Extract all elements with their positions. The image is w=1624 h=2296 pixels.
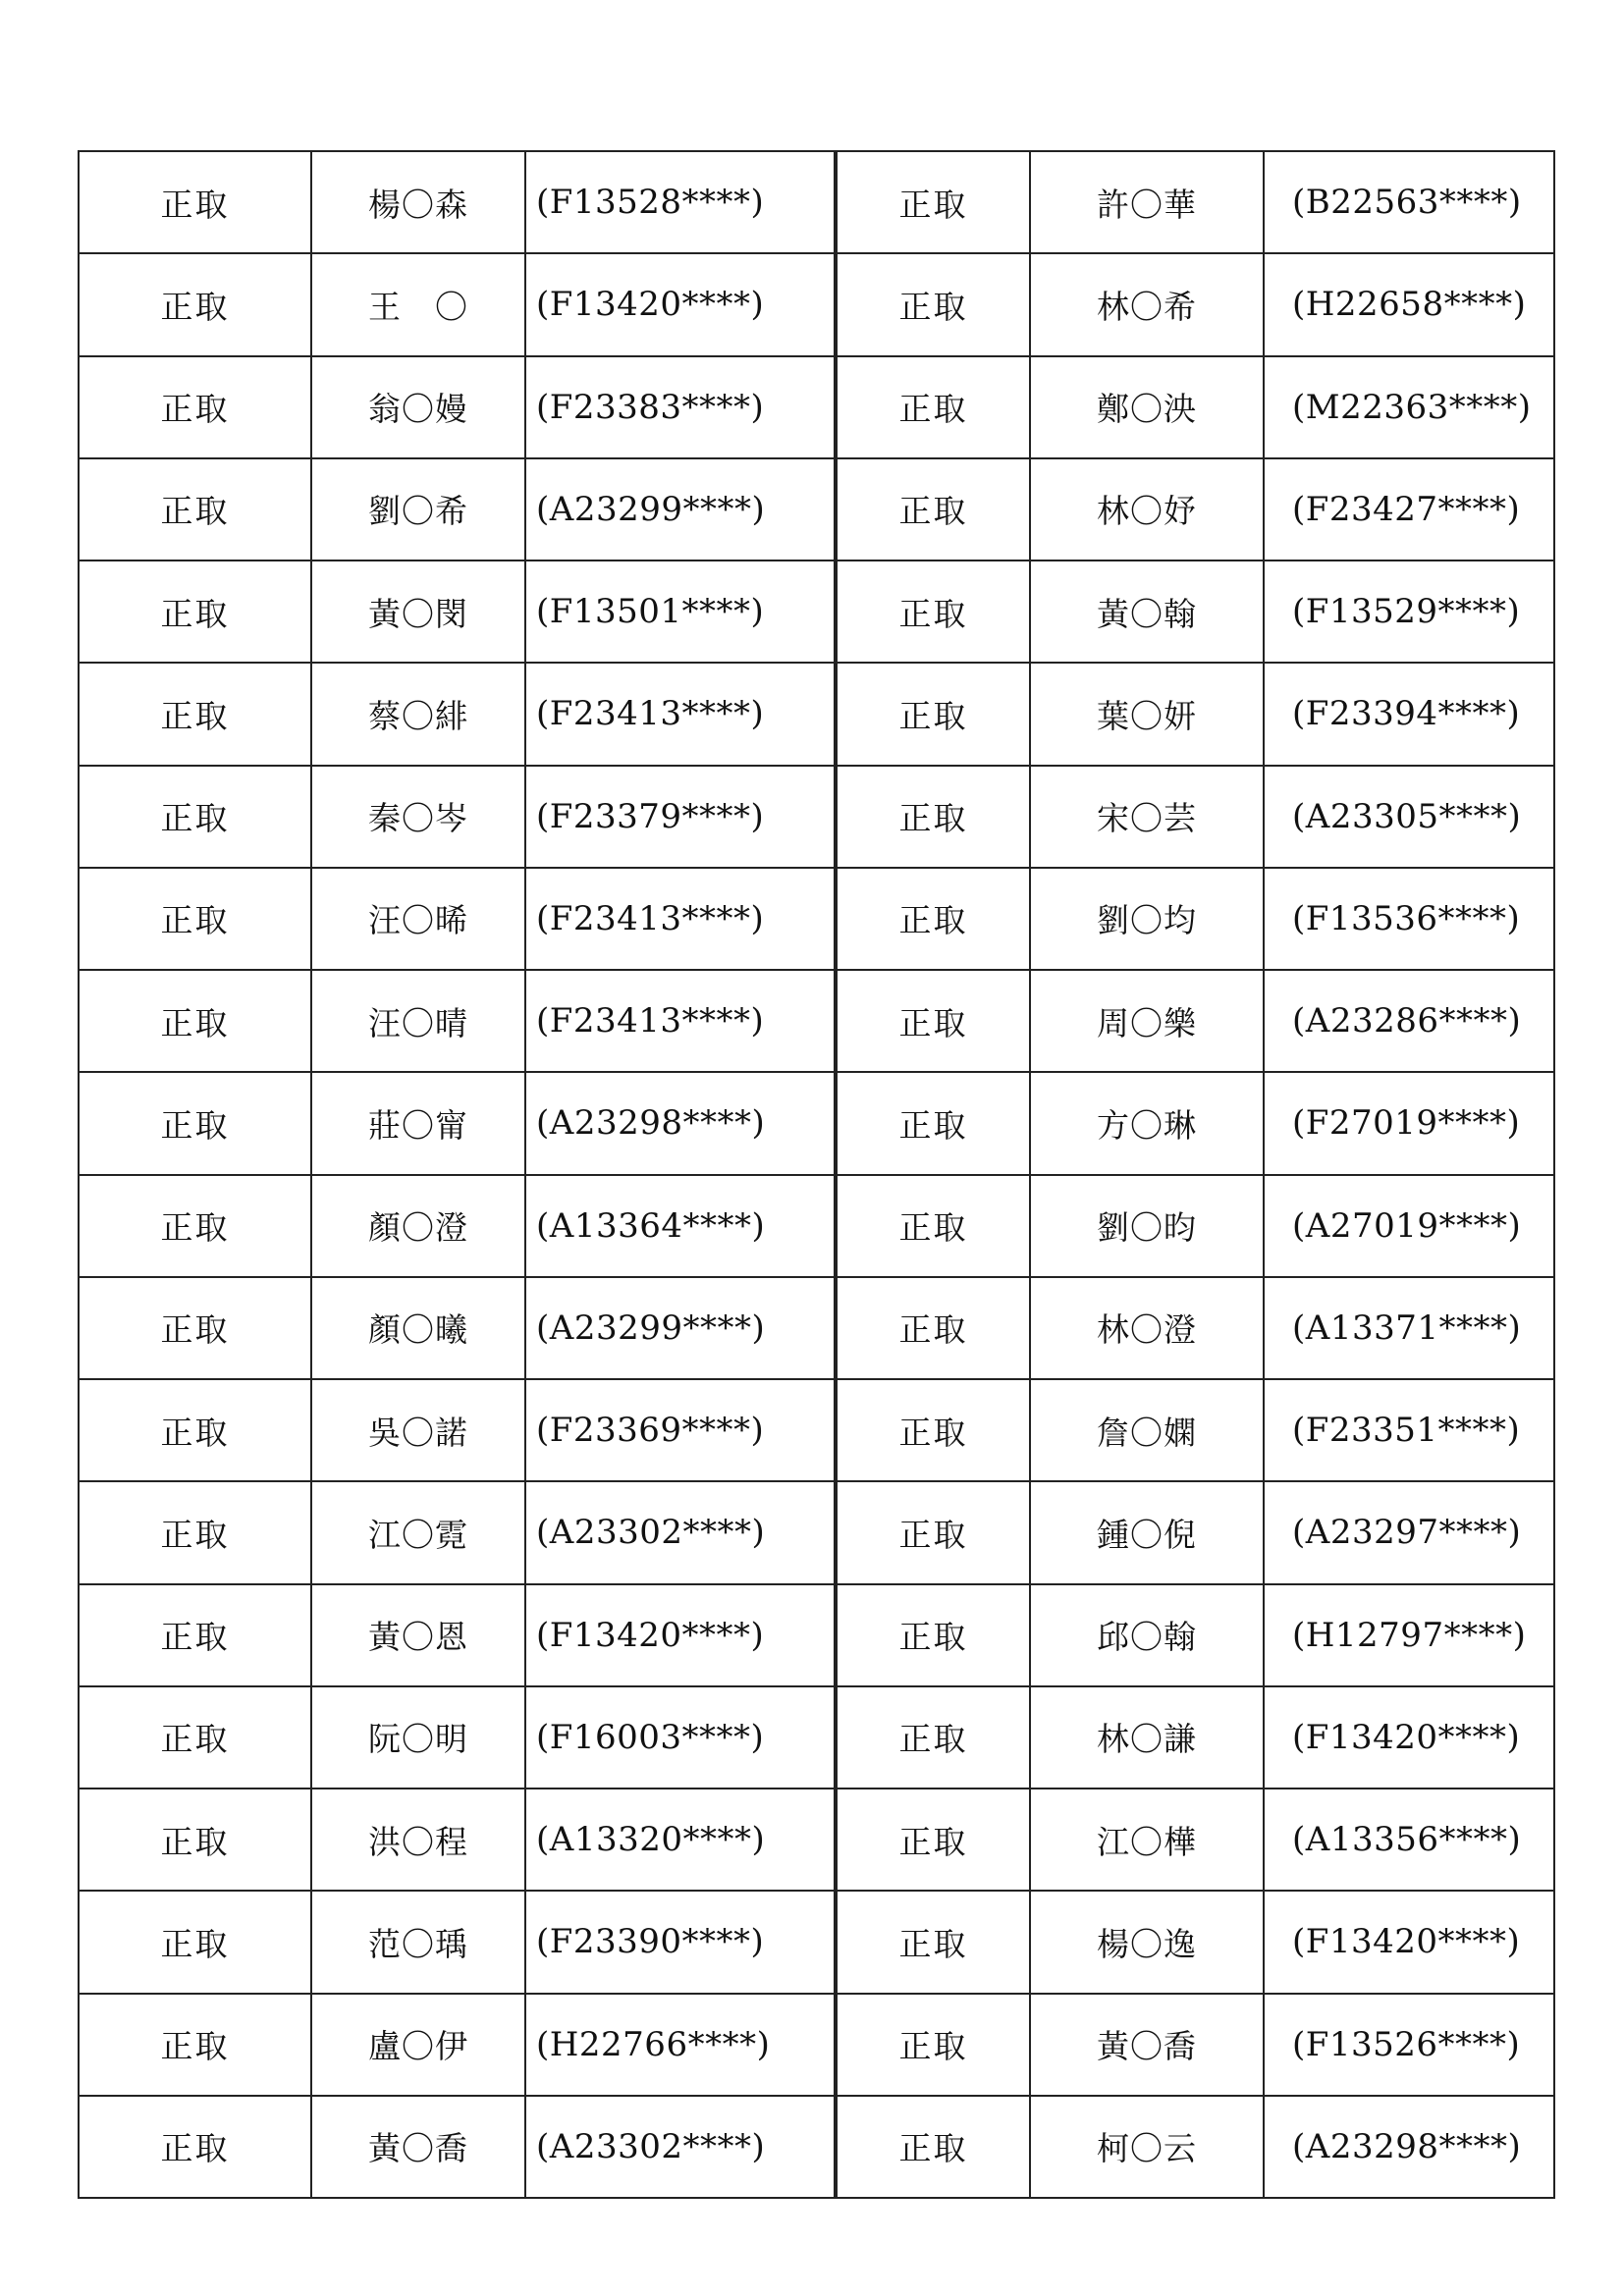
- admission-status-cell: 正取: [79, 356, 311, 458]
- applicant-name-cell: 翁〇嫚: [311, 356, 525, 458]
- table-row: [79, 1686, 835, 1789]
- applicant-name-cell: 劉〇希: [311, 458, 525, 561]
- applicant-name-cell: 洪〇程: [311, 1789, 525, 1891]
- applicant-name-cell: 黃〇恩: [311, 1584, 525, 1686]
- admission-status-cell: 正取: [837, 1789, 1030, 1891]
- admission-status-cell: 正取: [79, 151, 311, 253]
- table-row: [79, 1994, 835, 2096]
- applicant-name-cell: 林〇希: [1030, 253, 1264, 355]
- admission-status-cell: 正取: [837, 151, 1030, 253]
- table-row: [837, 1379, 1554, 1481]
- applicant-id-cell: (F13501****): [525, 561, 835, 663]
- applicant-name-cell: 黃〇喬: [311, 2096, 525, 2198]
- admission-status-cell: 正取: [837, 1072, 1030, 1174]
- table-row: [837, 1584, 1554, 1686]
- admission-status-cell: 正取: [79, 1584, 311, 1686]
- applicant-name-cell: 詹〇嫻: [1030, 1379, 1264, 1481]
- applicant-name-cell: 江〇霓: [311, 1481, 525, 1583]
- admission-status-cell: 正取: [837, 1686, 1030, 1789]
- applicant-id-cell: (A23302****): [525, 2096, 835, 2198]
- applicant-name-cell: 劉〇均: [1030, 868, 1264, 970]
- admission-status-cell: 正取: [79, 1277, 311, 1379]
- admission-status-cell: 正取: [79, 970, 311, 1072]
- table-row: [837, 766, 1554, 868]
- table-row: [837, 1891, 1554, 1993]
- table-row: [79, 1175, 835, 1277]
- roster-table-left: [78, 150, 836, 2199]
- applicant-id-cell: (F16003****): [525, 1686, 835, 1789]
- applicant-name-cell: 莊〇甯: [311, 1072, 525, 1174]
- applicant-name-cell: 黃〇閔: [311, 561, 525, 663]
- applicant-id-cell: (F23427****): [1264, 458, 1554, 561]
- admission-status-cell: 正取: [837, 1584, 1030, 1686]
- applicant-name-cell: 許〇華: [1030, 151, 1264, 253]
- applicant-id-cell: (F13420****): [525, 253, 835, 355]
- table-row: [79, 1481, 835, 1583]
- admission-status-cell: 正取: [79, 766, 311, 868]
- admission-status-cell: 正取: [837, 868, 1030, 970]
- table-row: [79, 458, 835, 561]
- applicant-id-cell: (H22766****): [525, 1994, 835, 2096]
- admission-status-cell: 正取: [79, 2096, 311, 2198]
- admission-status-cell: 正取: [837, 356, 1030, 458]
- applicant-name-cell: 顏〇澄: [311, 1175, 525, 1277]
- table-row: [79, 970, 835, 1072]
- applicant-name-cell: 阮〇明: [311, 1686, 525, 1789]
- applicant-id-cell: (F23351****): [1264, 1379, 1554, 1481]
- admission-status-cell: 正取: [837, 253, 1030, 355]
- applicant-name-cell: 汪〇晴: [311, 970, 525, 1072]
- applicant-name-cell: 鄭〇泱: [1030, 356, 1264, 458]
- applicant-id-cell: (F23383****): [525, 356, 835, 458]
- applicant-id-cell: (F13420****): [1264, 1891, 1554, 1993]
- table-row: [79, 663, 835, 765]
- admission-status-cell: 正取: [837, 970, 1030, 1072]
- admission-status-cell: 正取: [79, 1891, 311, 1993]
- applicant-name-cell: 黃〇喬: [1030, 1994, 1264, 2096]
- applicant-id-cell: (F23379****): [525, 766, 835, 868]
- table-row: [79, 356, 835, 458]
- applicant-name-cell: 宋〇芸: [1030, 766, 1264, 868]
- table-row: [79, 2096, 835, 2198]
- applicant-id-cell: (A13320****): [525, 1789, 835, 1891]
- applicant-id-cell: (F23394****): [1264, 663, 1554, 765]
- applicant-id-cell: (F23413****): [525, 868, 835, 970]
- applicant-name-cell: 劉〇昀: [1030, 1175, 1264, 1277]
- applicant-name-cell: 秦〇岑: [311, 766, 525, 868]
- applicant-name-cell: 方〇琳: [1030, 1072, 1264, 1174]
- table-row: [837, 561, 1554, 663]
- admission-status-cell: 正取: [837, 1994, 1030, 2096]
- applicant-name-cell: 柯〇云: [1030, 2096, 1264, 2198]
- admission-status-cell: 正取: [837, 458, 1030, 561]
- table-row: [837, 1277, 1554, 1379]
- applicant-id-cell: (A23297****): [1264, 1481, 1554, 1583]
- roster-table-right: [836, 150, 1555, 2199]
- applicant-name-cell: 邱〇翰: [1030, 1584, 1264, 1686]
- applicant-name-cell: 吳〇諾: [311, 1379, 525, 1481]
- admission-status-cell: 正取: [79, 1379, 311, 1481]
- table-row: [837, 356, 1554, 458]
- roster-left-body: [79, 151, 835, 2198]
- table-row: [837, 458, 1554, 561]
- applicant-id-cell: (F13528****): [525, 151, 835, 253]
- table-row: [79, 1891, 835, 1993]
- applicant-name-cell: 林〇妤: [1030, 458, 1264, 561]
- table-row: [79, 561, 835, 663]
- table-row: [79, 151, 835, 253]
- applicant-id-cell: (F23413****): [525, 970, 835, 1072]
- table-row: [837, 1994, 1554, 2096]
- admission-roster-sheet: [78, 150, 1553, 2199]
- admission-status-cell: 正取: [79, 1072, 311, 1174]
- table-row: [837, 253, 1554, 355]
- table-row: [837, 151, 1554, 253]
- admission-status-cell: 正取: [79, 868, 311, 970]
- admission-status-cell: 正取: [837, 1379, 1030, 1481]
- applicant-id-cell: (F13526****): [1264, 1994, 1554, 2096]
- applicant-name-cell: 楊〇逸: [1030, 1891, 1264, 1993]
- applicant-name-cell: 周〇樂: [1030, 970, 1264, 1072]
- applicant-name-cell: 王 〇: [311, 253, 525, 355]
- applicant-id-cell: (F13420****): [1264, 1686, 1554, 1789]
- applicant-id-cell: (F23390****): [525, 1891, 835, 1993]
- applicant-name-cell: 顏〇曦: [311, 1277, 525, 1379]
- admission-status-cell: 正取: [837, 1175, 1030, 1277]
- applicant-id-cell: (F23369****): [525, 1379, 835, 1481]
- table-row: [837, 970, 1554, 1072]
- applicant-id-cell: (A23298****): [1264, 2096, 1554, 2198]
- admission-status-cell: 正取: [837, 1891, 1030, 1993]
- applicant-id-cell: (A23305****): [1264, 766, 1554, 868]
- applicant-name-cell: 范〇瑀: [311, 1891, 525, 1993]
- table-row: [837, 663, 1554, 765]
- applicant-name-cell: 林〇謙: [1030, 1686, 1264, 1789]
- admission-status-cell: 正取: [837, 766, 1030, 868]
- table-row: [79, 1277, 835, 1379]
- table-row: [837, 1789, 1554, 1891]
- applicant-id-cell: (F13420****): [525, 1584, 835, 1686]
- roster-right-body: [837, 151, 1554, 2198]
- applicant-id-cell: (H22658****): [1264, 253, 1554, 355]
- admission-status-cell: 正取: [837, 663, 1030, 765]
- table-row: [79, 1789, 835, 1891]
- admission-status-cell: 正取: [79, 663, 311, 765]
- applicant-name-cell: 江〇樺: [1030, 1789, 1264, 1891]
- applicant-id-cell: (A13371****): [1264, 1277, 1554, 1379]
- applicant-id-cell: (A23302****): [525, 1481, 835, 1583]
- applicant-id-cell: (F13529****): [1264, 561, 1554, 663]
- applicant-name-cell: 楊〇森: [311, 151, 525, 253]
- table-row: [837, 868, 1554, 970]
- table-row: [79, 1072, 835, 1174]
- applicant-id-cell: (A23286****): [1264, 970, 1554, 1072]
- applicant-id-cell: (A23299****): [525, 458, 835, 561]
- admission-status-cell: 正取: [79, 458, 311, 561]
- applicant-id-cell: (A23299****): [525, 1277, 835, 1379]
- applicant-id-cell: (M22363****): [1264, 356, 1554, 458]
- admission-status-cell: 正取: [837, 561, 1030, 663]
- applicant-id-cell: (F23413****): [525, 663, 835, 765]
- table-row: [837, 2096, 1554, 2198]
- admission-status-cell: 正取: [837, 1277, 1030, 1379]
- applicant-id-cell: (A13356****): [1264, 1789, 1554, 1891]
- applicant-name-cell: 鍾〇倪: [1030, 1481, 1264, 1583]
- applicant-name-cell: 蔡〇緋: [311, 663, 525, 765]
- admission-status-cell: 正取: [837, 2096, 1030, 2198]
- table-row: [79, 766, 835, 868]
- applicant-id-cell: (A23298****): [525, 1072, 835, 1174]
- applicant-id-cell: (F27019****): [1264, 1072, 1554, 1174]
- admission-status-cell: 正取: [79, 253, 311, 355]
- applicant-id-cell: (H12797****): [1264, 1584, 1554, 1686]
- applicant-name-cell: 葉〇妍: [1030, 663, 1264, 765]
- table-row: [837, 1072, 1554, 1174]
- table-row: [79, 253, 835, 355]
- applicant-id-cell: (B22563****): [1264, 151, 1554, 253]
- admission-status-cell: 正取: [79, 1686, 311, 1789]
- admission-status-cell: 正取: [837, 1481, 1030, 1583]
- table-row: [79, 1584, 835, 1686]
- table-row: [79, 868, 835, 970]
- table-row: [837, 1175, 1554, 1277]
- table-row: [837, 1481, 1554, 1583]
- applicant-id-cell: (A13364****): [525, 1175, 835, 1277]
- applicant-id-cell: (F13536****): [1264, 868, 1554, 970]
- admission-status-cell: 正取: [79, 561, 311, 663]
- applicant-name-cell: 林〇澄: [1030, 1277, 1264, 1379]
- admission-status-cell: 正取: [79, 1175, 311, 1277]
- applicant-name-cell: 盧〇伊: [311, 1994, 525, 2096]
- applicant-id-cell: (A27019****): [1264, 1175, 1554, 1277]
- applicant-name-cell: 黃〇翰: [1030, 561, 1264, 663]
- admission-status-cell: 正取: [79, 1994, 311, 2096]
- table-row: [837, 1686, 1554, 1789]
- admission-status-cell: 正取: [79, 1789, 311, 1891]
- table-row: [79, 1379, 835, 1481]
- admission-status-cell: 正取: [79, 1481, 311, 1583]
- applicant-name-cell: 汪〇晞: [311, 868, 525, 970]
